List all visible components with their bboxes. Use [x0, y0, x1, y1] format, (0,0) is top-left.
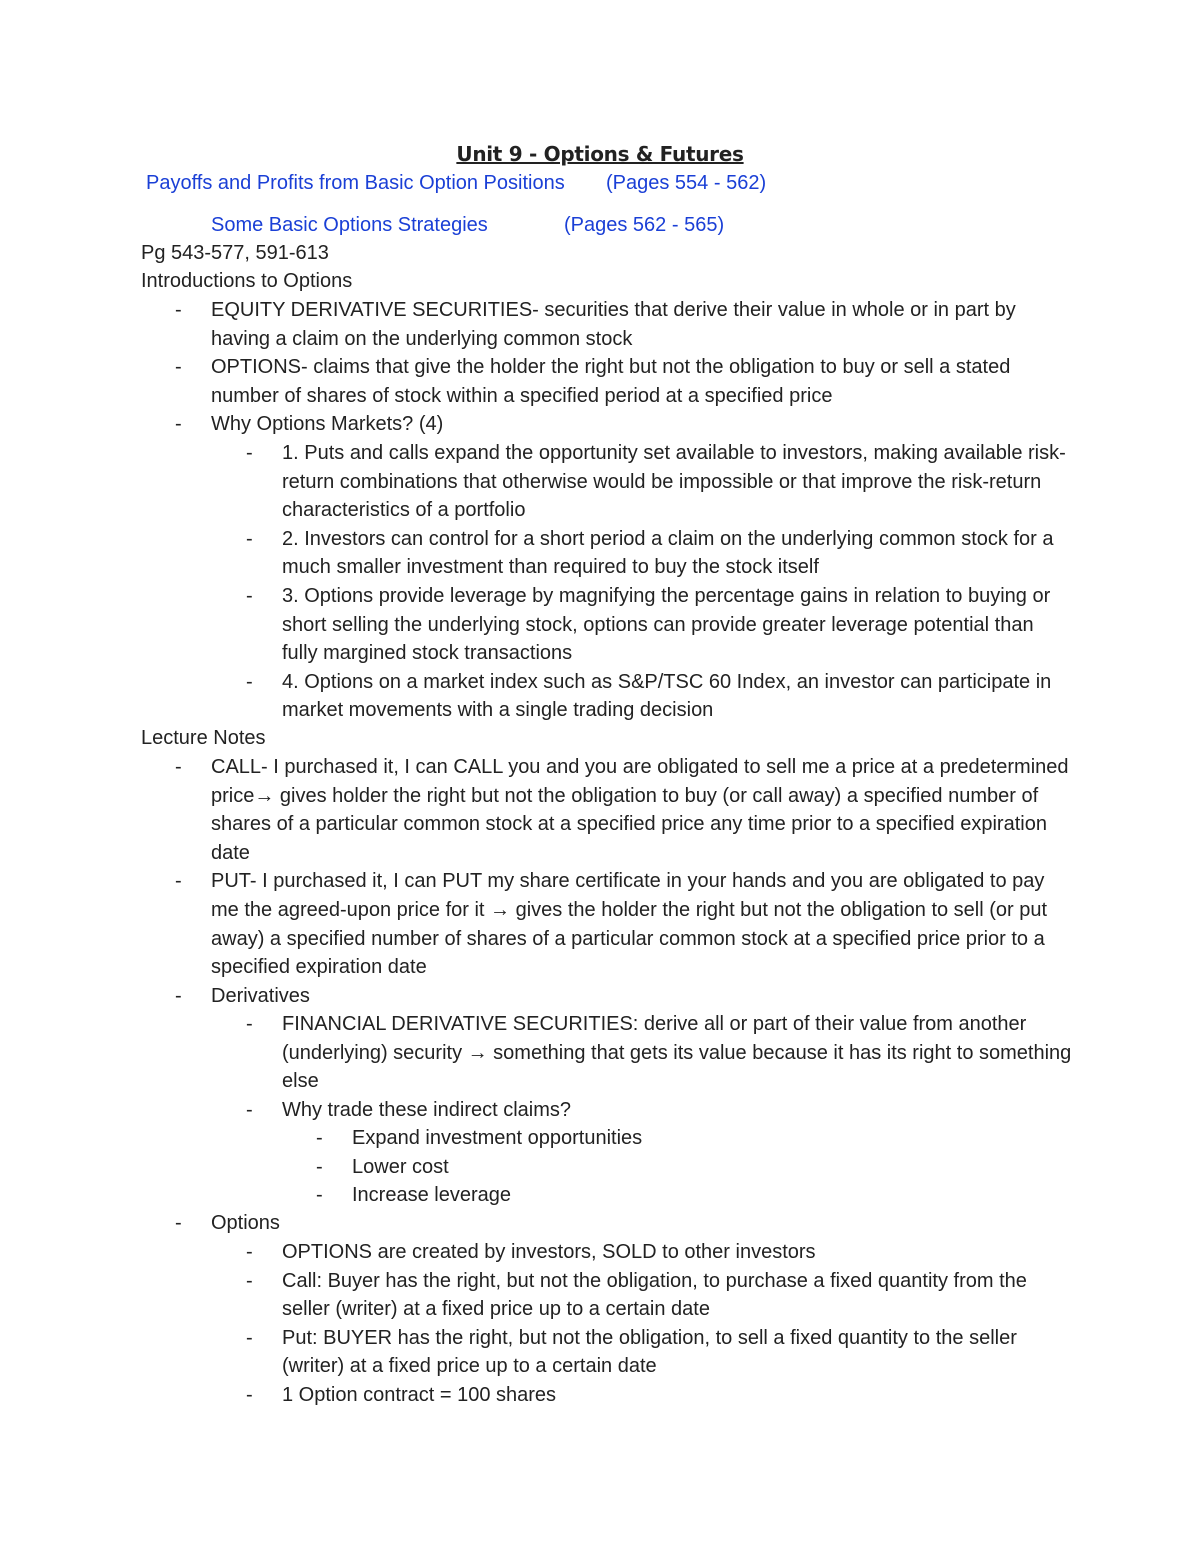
derivatives-list [282, 1010, 1072, 1124]
link-strategies-pages[interactable]: (Pages 562 - 565) [564, 214, 725, 236]
list-item: - Put: BUYER has the right, but not the obligation, to sell a fixed quantity to the seller (writer) at a fixed price up to a certain date [282, 1324, 1072, 1381]
list-item: - FINANCIAL DERIVATIVE SECURITIES: derive all or part of their value from another (underlying) security → something that gets its value because it has its right to something else [282, 1010, 1072, 1096]
lecture-list [211, 753, 1071, 1010]
page-title: Unit 9 - Options & Futures [456, 142, 744, 166]
list-item: - 1 Option contract = 100 shares [282, 1381, 1072, 1410]
list-item: - 1. Puts and calls expand the opportunity set available to investors, making available risk-return combinations that otherwise would be impossible or that improve the risk-return characteristics of a portfolio [282, 439, 1072, 525]
list-item: - OPTIONS are created by investors, SOLD to other investors [282, 1238, 1072, 1267]
list-item: - Expand investment opportunities [352, 1124, 1072, 1153]
pages-reference: Pg 543-577, 591-613 [141, 242, 329, 264]
link-strategies[interactable]: Some Basic Options Strategies [211, 214, 488, 236]
intro-heading: Introductions to Options [141, 270, 353, 292]
list-item: - Options [211, 1209, 1071, 1238]
list-item: - EQUITY DERIVATIVE SECURITIES- securities that derive their value in whole or in part by having a claim on the underlying common stock [211, 296, 1071, 353]
list-item: - OPTIONS- claims that give the holder the right but not the obligation to buy or sell a stated number of shares of stock within a specified period at a specified price [211, 353, 1071, 410]
list-item: - Why trade these indirect claims? [282, 1096, 1072, 1125]
list-item: - CALL- I purchased it, I can CALL you and you are obligated to sell me a price at a predetermined price→ gives holder the right but not the obligation to buy (or call away) a specified number of shares of a particular common stock at a specified price any time prior to a specified expiration date [211, 753, 1071, 867]
list-item: - Derivatives [211, 982, 1071, 1011]
reasons-list [352, 1124, 1072, 1210]
list-item: - PUT- I purchased it, I can PUT my share certificate in your hands and you are obligated to pay me the agreed-upon price for it → gives the holder the right but not the obligation to sell (or put away) a specified number of shares of a particular common stock at a specified price prior to a specified expiration date [211, 867, 1071, 981]
link-payoffs[interactable]: Payoffs and Profits from Basic Option Positions [146, 172, 565, 194]
list-item: - Lower cost [352, 1153, 1072, 1182]
list-item: - Increase leverage [352, 1181, 1072, 1210]
list-item: - 4. Options on a market index such as S&P/TSC 60 Index, an investor can participate in market movements with a single trading decision [282, 668, 1072, 725]
list-item: - Why Options Markets? (4) [211, 410, 1071, 439]
options-heading-list [211, 1209, 1071, 1238]
list-item: - 2. Investors can control for a short period a claim on the underlying common stock for a much smaller investment than required to buy the stock itself [282, 525, 1072, 582]
lecture-heading: Lecture Notes [141, 727, 266, 749]
link-payoffs-pages[interactable]: (Pages 554 - 562) [606, 172, 767, 194]
intro-list [211, 296, 1071, 439]
why-options-list [282, 439, 1072, 725]
options-list [282, 1238, 1072, 1410]
list-item: - 3. Options provide leverage by magnifying the percentage gains in relation to buying or short selling the underlying stock, options can provide greater leverage potential than fully margined stock transactions [282, 582, 1072, 668]
list-item: - Call: Buyer has the right, but not the obligation, to purchase a fixed quantity from the seller (writer) at a fixed price up to a certain date [282, 1267, 1072, 1324]
